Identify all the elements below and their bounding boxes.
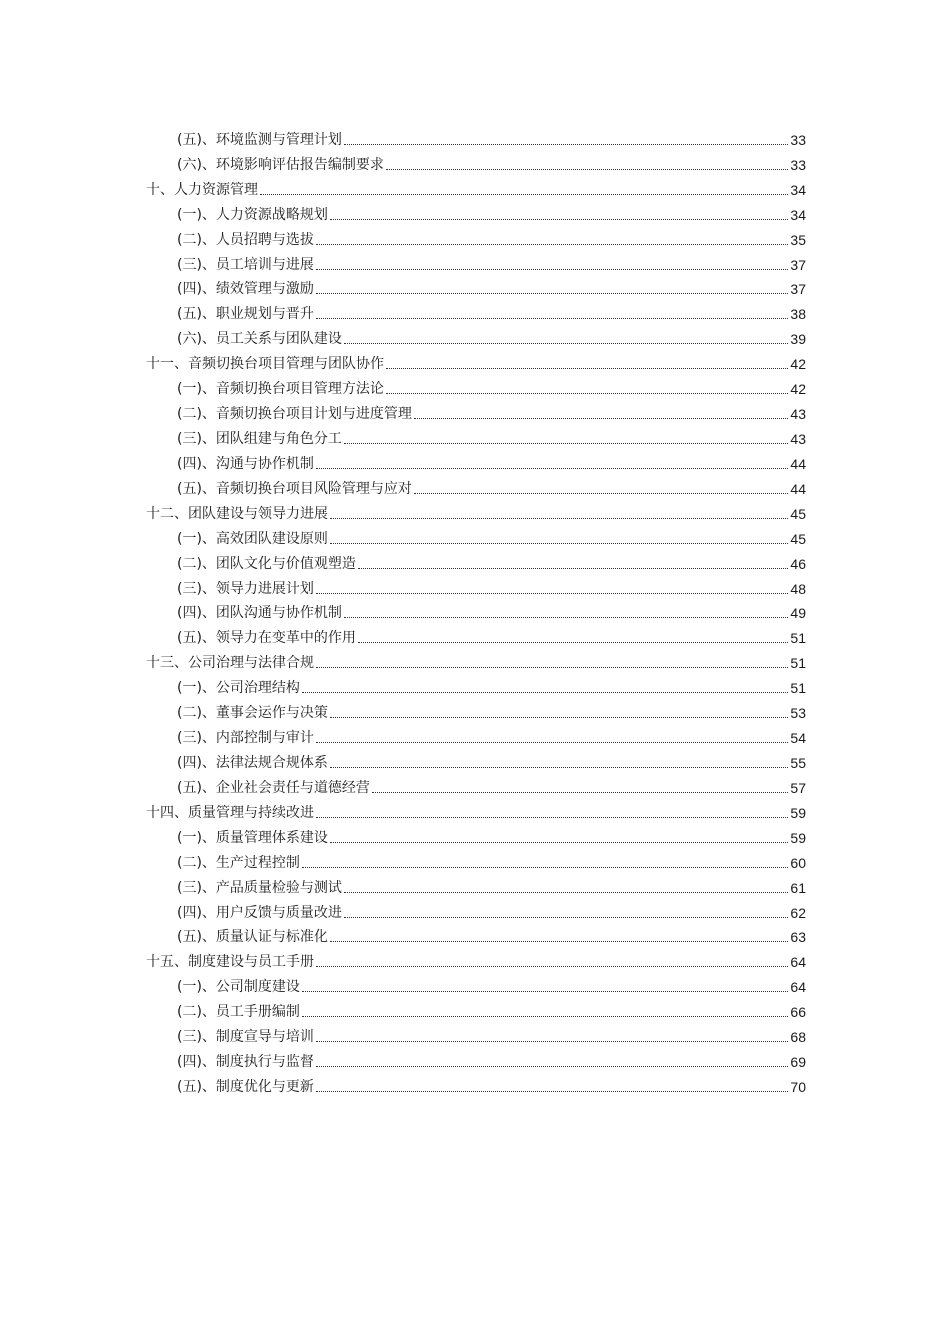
toc-section-entry[interactable] — [146, 374, 806, 399]
toc-entry-title: 十四、质量管理与持续改进 — [146, 804, 314, 821]
toc-entry-title: (四)、用户反馈与质量改进 — [177, 904, 342, 921]
toc-dot-leader — [316, 966, 788, 967]
toc-dot-leader — [344, 892, 788, 893]
toc-dot-leader — [414, 418, 788, 419]
toc-page-number: 42 — [790, 356, 806, 373]
toc-section-entry[interactable] — [146, 599, 806, 624]
toc-chapter-entry[interactable] — [146, 648, 806, 673]
toc-entry-title: (一)、公司治理结构 — [177, 680, 300, 697]
toc-section-entry[interactable] — [146, 748, 806, 773]
toc-dot-leader — [386, 368, 788, 369]
toc-entry-title: (六)、员工关系与团队建设 — [177, 331, 342, 348]
toc-section-entry[interactable] — [146, 1022, 806, 1047]
toc-page-number: 64 — [790, 979, 806, 996]
toc-entry-title: (一)、音频切换台项目管理方法论 — [177, 381, 384, 398]
toc-page-number: 53 — [790, 705, 806, 722]
toc-dot-leader — [316, 593, 788, 594]
toc-dot-leader — [344, 917, 788, 918]
toc-entry-title: (五)、质量认证与标准化 — [177, 929, 328, 946]
toc-section-entry[interactable] — [146, 723, 806, 748]
toc-dot-leader — [302, 692, 788, 693]
toc-page-number: 35 — [790, 231, 806, 248]
toc-entry-title: (三)、员工培训与进展 — [177, 256, 314, 273]
toc-dot-leader — [302, 1016, 788, 1017]
toc-section-entry[interactable] — [146, 923, 806, 948]
toc-dot-leader — [316, 293, 788, 294]
toc-dot-leader — [316, 269, 788, 270]
toc-dot-leader — [358, 642, 788, 643]
toc-entry-title: 十三、公司治理与法律合规 — [146, 655, 314, 672]
toc-page-number: 59 — [790, 829, 806, 846]
toc-section-entry[interactable] — [146, 623, 806, 648]
toc-entry-title: (四)、绩效管理与激励 — [177, 281, 314, 298]
toc-section-entry[interactable] — [146, 972, 806, 997]
toc-section-entry[interactable] — [146, 773, 806, 798]
toc-entry-title: (五)、企业社会责任与道德经营 — [177, 779, 370, 796]
toc-page-number: 34 — [790, 206, 806, 223]
toc-entry-title: (一)、质量管理体系建设 — [177, 829, 328, 846]
toc-page-number: 46 — [790, 555, 806, 572]
toc-dot-leader — [330, 767, 788, 768]
toc-section-entry[interactable] — [146, 873, 806, 898]
toc-page-number: 48 — [790, 580, 806, 597]
toc-section-entry[interactable] — [146, 225, 806, 250]
toc-entry-title: 十、人力资源管理 — [146, 181, 258, 198]
toc-dot-leader — [316, 468, 788, 469]
toc-section-entry[interactable] — [146, 324, 806, 349]
toc-page-number: 51 — [790, 655, 806, 672]
toc-dot-leader — [316, 1041, 788, 1042]
toc-dot-leader — [260, 194, 788, 195]
toc-entry-title: (四)、团队沟通与协作机制 — [177, 605, 342, 622]
toc-dot-leader — [330, 941, 788, 942]
toc-entry-title: (三)、制度宣导与培训 — [177, 1029, 314, 1046]
toc-page-number: 57 — [790, 779, 806, 796]
toc-entry-title: (六)、环境影响评估报告编制要求 — [177, 156, 384, 173]
toc-dot-leader — [330, 219, 788, 220]
toc-page-number: 42 — [790, 381, 806, 398]
toc-page-number: 66 — [790, 1004, 806, 1021]
toc-entry-title: (五)、音频切换台项目风险管理与应对 — [177, 480, 412, 497]
toc-section-entry[interactable] — [146, 250, 806, 275]
toc-dot-leader — [316, 318, 788, 319]
toc-entry-title: (二)、生产过程控制 — [177, 854, 300, 871]
toc-dot-leader — [316, 742, 788, 743]
toc-dot-leader — [414, 493, 788, 494]
toc-page-number: 43 — [790, 430, 806, 447]
toc-entry-title: (四)、制度执行与监督 — [177, 1054, 314, 1071]
toc-section-entry[interactable] — [146, 125, 806, 150]
toc-dot-leader — [386, 393, 788, 394]
toc-entry-title: (二)、音频切换台项目计划与进度管理 — [177, 406, 412, 423]
toc-dot-leader — [344, 144, 788, 145]
toc-dot-leader — [330, 842, 788, 843]
toc-page-number: 38 — [790, 306, 806, 323]
toc-chapter-entry[interactable] — [146, 947, 806, 972]
toc-page-number: 37 — [790, 281, 806, 298]
toc-dot-leader — [344, 617, 788, 618]
toc-entry-title: (四)、法律法规合规体系 — [177, 754, 328, 771]
toc-entry-title: 十一、音频切换台项目管理与团队协作 — [146, 356, 384, 373]
toc-page-number: 45 — [790, 505, 806, 522]
toc-section-entry[interactable] — [146, 150, 806, 175]
toc-entry-title: (二)、人员招聘与选拔 — [177, 231, 314, 248]
toc-page-number: 62 — [790, 904, 806, 921]
toc-page-number: 33 — [790, 156, 806, 173]
toc-page-number: 59 — [790, 804, 806, 821]
toc-chapter-entry[interactable] — [146, 798, 806, 823]
toc-section-entry[interactable] — [146, 823, 806, 848]
toc-dot-leader — [344, 343, 788, 344]
toc-page-number: 45 — [790, 530, 806, 547]
toc-page-number: 33 — [790, 131, 806, 148]
toc-entry-title: (三)、领导力进展计划 — [177, 580, 314, 597]
toc-section-entry[interactable] — [146, 200, 806, 225]
toc-entry-title: (二)、员工手册编制 — [177, 1004, 300, 1021]
toc-chapter-entry[interactable] — [146, 499, 806, 524]
toc-entry-title: 十二、团队建设与领导力进展 — [146, 505, 328, 522]
toc-page-number: 54 — [790, 730, 806, 747]
toc-section-entry[interactable] — [146, 1047, 806, 1072]
toc-section-entry[interactable] — [146, 449, 806, 474]
toc-dot-leader — [330, 543, 788, 544]
toc-section-entry[interactable] — [146, 673, 806, 698]
toc-section-entry[interactable] — [146, 299, 806, 324]
toc-page-number: 44 — [790, 455, 806, 472]
toc-page-number: 43 — [790, 406, 806, 423]
toc-entry-title: (五)、领导力在变革中的作用 — [177, 630, 356, 647]
toc-entry-title: (五)、职业规划与晋升 — [177, 306, 314, 323]
toc-chapter-entry[interactable] — [146, 349, 806, 374]
toc-page-number: 68 — [790, 1029, 806, 1046]
toc-page-number: 44 — [790, 480, 806, 497]
toc-entry-title: (一)、人力资源战略规划 — [177, 206, 328, 223]
toc-section-entry[interactable] — [146, 574, 806, 599]
toc-entry-title: (一)、高效团队建设原则 — [177, 530, 328, 547]
toc-dot-leader — [302, 867, 788, 868]
toc-entry-title: 十五、制度建设与员工手册 — [146, 954, 314, 971]
toc-section-entry[interactable] — [146, 474, 806, 499]
toc-section-entry[interactable] — [146, 997, 806, 1022]
toc-entry-title: (三)、内部控制与审计 — [177, 730, 314, 747]
toc-dot-leader — [316, 817, 788, 818]
toc-page-number: 37 — [790, 256, 806, 273]
toc-dot-leader — [344, 443, 788, 444]
toc-page-number: 69 — [790, 1054, 806, 1071]
toc-dot-leader — [316, 1091, 788, 1092]
toc-entry-title: (五)、环境监测与管理计划 — [177, 131, 342, 148]
toc-entry-title: (二)、董事会运作与决策 — [177, 705, 328, 722]
toc-dot-leader — [316, 667, 788, 668]
toc-entry-title: (二)、团队文化与价值观塑造 — [177, 555, 356, 572]
toc-dot-leader — [330, 518, 788, 519]
toc-section-entry[interactable] — [146, 1072, 806, 1097]
toc-page-number: 63 — [790, 929, 806, 946]
toc-page-number: 51 — [790, 680, 806, 697]
toc-page-number: 61 — [790, 879, 806, 896]
toc-entry-title: (三)、团队组建与角色分工 — [177, 430, 342, 447]
toc-dot-leader — [330, 717, 788, 718]
toc-entry-title: (三)、产品质量检验与测试 — [177, 879, 342, 896]
toc-dot-leader — [302, 991, 788, 992]
toc-dot-leader — [316, 244, 788, 245]
toc-section-entry[interactable] — [146, 424, 806, 449]
toc-page-number: 39 — [790, 331, 806, 348]
table-of-contents — [146, 125, 806, 1097]
toc-section-entry[interactable] — [146, 698, 806, 723]
toc-page-number: 70 — [790, 1078, 806, 1095]
toc-page-number: 49 — [790, 605, 806, 622]
toc-entry-title: (一)、公司制度建设 — [177, 979, 300, 996]
toc-page-number: 60 — [790, 854, 806, 871]
toc-dot-leader — [372, 792, 788, 793]
toc-dot-leader — [316, 1066, 788, 1067]
toc-page-number: 51 — [790, 630, 806, 647]
toc-section-entry[interactable] — [146, 275, 806, 300]
toc-section-entry[interactable] — [146, 549, 806, 574]
toc-page-number: 55 — [790, 754, 806, 771]
toc-dot-leader — [358, 568, 788, 569]
toc-page-number: 64 — [790, 954, 806, 971]
toc-section-entry[interactable] — [146, 399, 806, 424]
toc-section-entry[interactable] — [146, 898, 806, 923]
toc-section-entry[interactable] — [146, 848, 806, 873]
toc-entry-title: (四)、沟通与协作机制 — [177, 455, 314, 472]
toc-page-number: 34 — [790, 181, 806, 198]
toc-section-entry[interactable] — [146, 524, 806, 549]
toc-chapter-entry[interactable] — [146, 175, 806, 200]
toc-entry-title: (五)、制度优化与更新 — [177, 1078, 314, 1095]
toc-dot-leader — [386, 169, 788, 170]
